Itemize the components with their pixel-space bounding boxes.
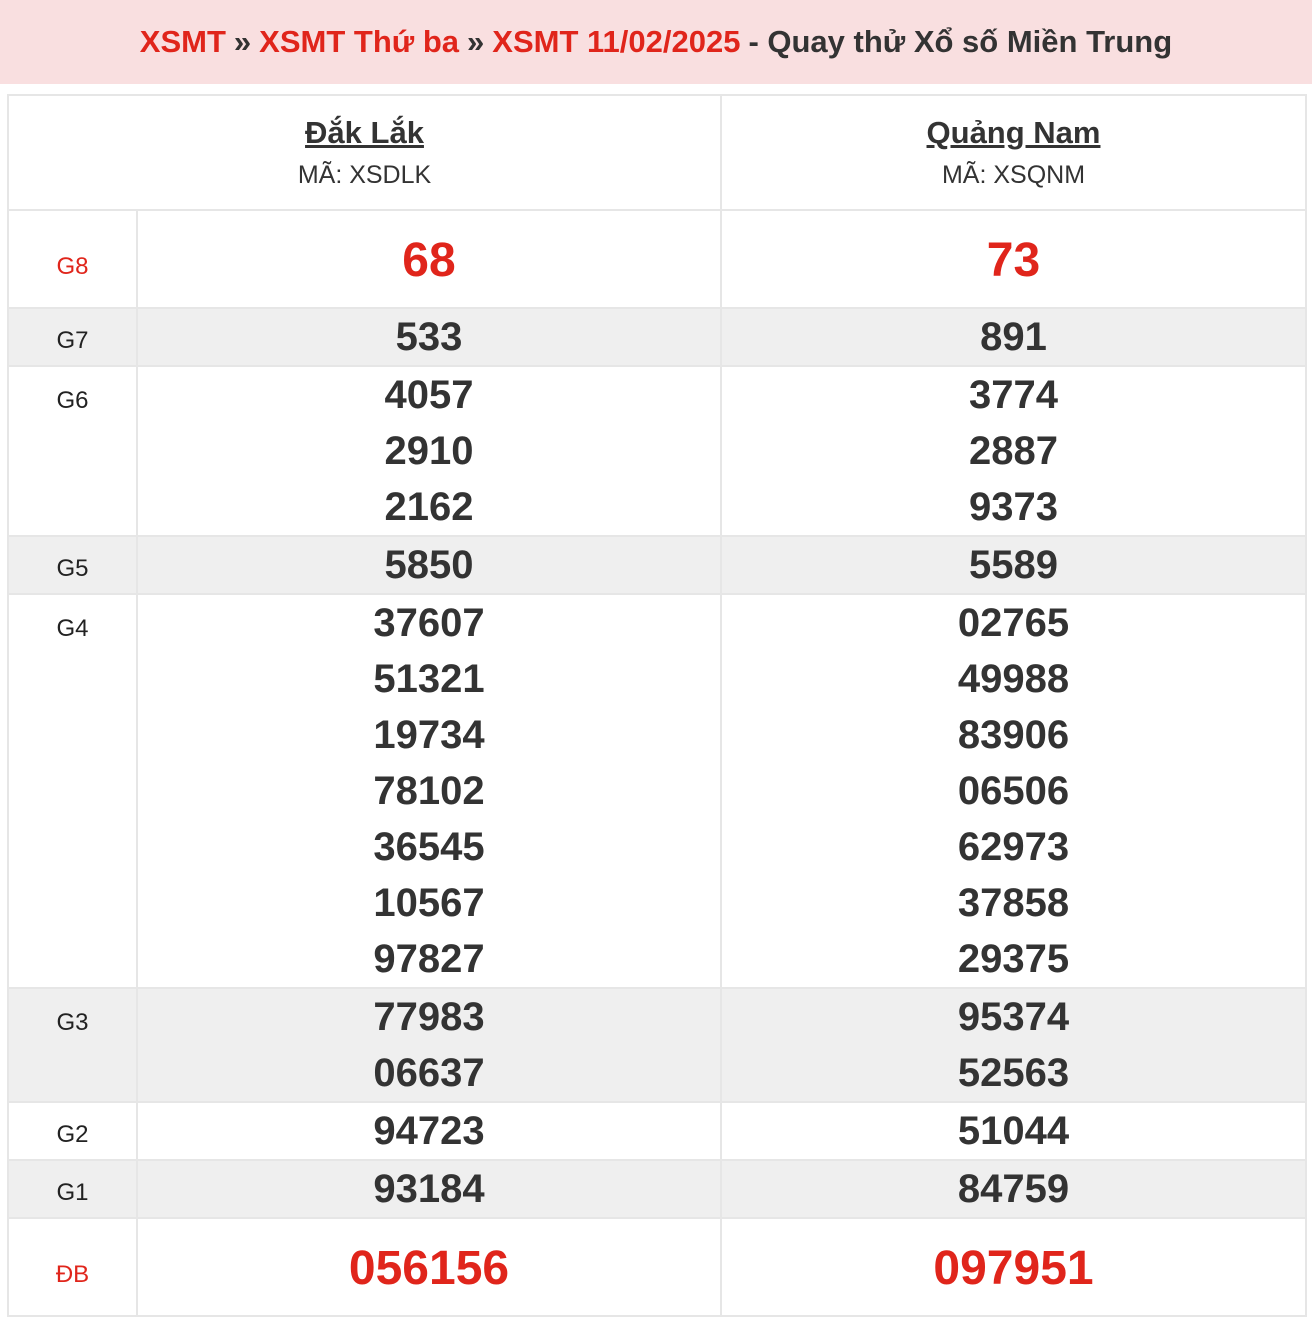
- prize-cell: [721, 308, 1306, 366]
- prize-cell: [137, 366, 721, 536]
- prize-cell: [137, 988, 721, 1102]
- prize-number: 06506: [957, 769, 1070, 813]
- prize-number: 02765: [957, 601, 1070, 645]
- prize-cell: [721, 594, 1306, 988]
- prize-row-g8: [8, 210, 1306, 308]
- prize-label: G3: [8, 988, 137, 1102]
- prize-number: 3774: [969, 373, 1058, 417]
- page-title: - Quay thử Xổ số Miền Trung: [748, 24, 1173, 59]
- breadcrumb-xsmt-date-link[interactable]: XSMT 11/02/2025: [492, 24, 741, 59]
- breadcrumb-xsmt-link[interactable]: XSMT: [139, 24, 226, 59]
- prize-row-g5: [8, 536, 1306, 594]
- results-table: [7, 94, 1307, 1317]
- prize-row-g4: [8, 594, 1306, 988]
- prize-cell: [721, 988, 1306, 1102]
- province-code: MÃ: XSDLK: [297, 161, 432, 189]
- prize-number: 37607: [373, 601, 485, 645]
- breadcrumb-separator-icon: »: [467, 24, 485, 59]
- prize-cell: [137, 210, 721, 308]
- prize-number: 52563: [957, 1051, 1070, 1095]
- prize-label: G7: [8, 308, 137, 366]
- prize-cell: [137, 594, 721, 988]
- prize-number: 84759: [957, 1167, 1070, 1211]
- prize-cell: [137, 308, 721, 366]
- prize-label: G2: [8, 1102, 137, 1160]
- prize-number: 83906: [957, 713, 1070, 757]
- prize-cell: [721, 536, 1306, 594]
- prize-number: 93184: [373, 1167, 485, 1211]
- prize-number: 37858: [957, 881, 1070, 925]
- prize-number: 49988: [957, 657, 1070, 701]
- prize-label: ĐB: [8, 1218, 137, 1316]
- prize-row-g7: [8, 308, 1306, 366]
- prize-number: 78102: [373, 769, 485, 813]
- province-header-daklak: [8, 95, 721, 210]
- province-code: MÃ: XSQNM: [941, 161, 1086, 189]
- prize-number: 4057: [384, 373, 474, 417]
- prize-cell: [721, 210, 1306, 308]
- prize-row-g1: [8, 1160, 1306, 1218]
- prize-cell: [721, 1102, 1306, 1160]
- prize-label: G5: [8, 536, 137, 594]
- prize-number: 77983: [373, 995, 485, 1039]
- prize-number: 95374: [957, 995, 1070, 1039]
- prize-number: 73: [986, 234, 1041, 287]
- prize-number: 29375: [957, 937, 1070, 981]
- prize-cell: [137, 1102, 721, 1160]
- prize-number: 891: [980, 315, 1047, 359]
- prize-label: G8: [8, 210, 137, 308]
- prize-number: 51321: [373, 657, 485, 701]
- page-title-bar: [0, 0, 1312, 84]
- province-link-daklak[interactable]: Đắk Lắk: [305, 115, 424, 150]
- prize-number: 19734: [373, 713, 485, 757]
- prize-number: 5589: [969, 543, 1058, 587]
- prize-number: 36545: [373, 825, 485, 869]
- prize-number: 2910: [384, 429, 474, 473]
- breadcrumb-xsmt-tuesday-link[interactable]: XSMT Thứ ba: [259, 24, 460, 59]
- prize-number: 056156: [348, 1242, 510, 1295]
- prize-cell: [721, 1160, 1306, 1218]
- prize-row-g6: [8, 366, 1306, 536]
- prize-number: 68: [402, 234, 456, 287]
- prize-row-db: [8, 1218, 1306, 1316]
- prize-number: 06637: [373, 1051, 485, 1095]
- prize-label: G4: [8, 594, 137, 988]
- prize-number: 533: [395, 315, 463, 359]
- prize-number: 097951: [933, 1242, 1094, 1295]
- prize-number: 2162: [384, 485, 474, 529]
- province-header-row: [8, 95, 1306, 210]
- prize-cell: [137, 536, 721, 594]
- prize-row-g3: [8, 988, 1306, 1102]
- prize-number: 2887: [969, 429, 1058, 473]
- prize-number: 10567: [373, 881, 485, 925]
- prize-label: G6: [8, 366, 137, 536]
- prize-cell: [137, 1160, 721, 1218]
- prize-row-g2: [8, 1102, 1306, 1160]
- prize-label: G1: [8, 1160, 137, 1218]
- prize-number: 51044: [957, 1109, 1070, 1153]
- province-link-quangnam[interactable]: Quảng Nam: [926, 115, 1101, 150]
- prize-number: 5850: [384, 543, 474, 587]
- breadcrumb-separator-icon: »: [233, 24, 252, 59]
- prize-number: 62973: [957, 825, 1070, 869]
- prize-number: 97827: [373, 937, 485, 981]
- prize-cell: [721, 1218, 1306, 1316]
- province-header-quangnam: [721, 95, 1306, 210]
- prize-number: 94723: [373, 1109, 485, 1153]
- prize-number: 9373: [969, 485, 1058, 529]
- prize-cell: [721, 366, 1306, 536]
- prize-cell: [137, 1218, 721, 1316]
